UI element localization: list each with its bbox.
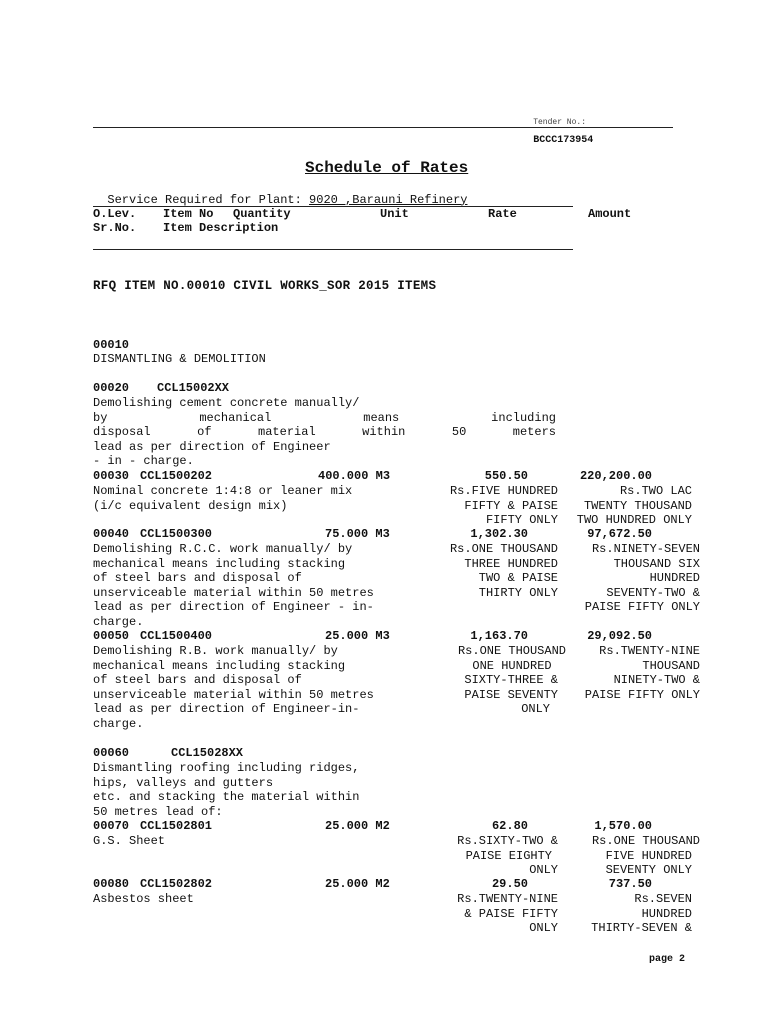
words-line: Rs.ONE THOUSAND: [591, 834, 700, 848]
words-line: Rs.ONE THOUSAND: [449, 542, 558, 556]
desc-line: (i/c equivalent design mix): [93, 498, 288, 513]
rate-in-words: [430, 644, 566, 717]
words-line: PAISE FIFTY ONLY: [584, 687, 700, 702]
item-description: Asbestos sheet: [93, 892, 194, 906]
item-quantity: 25.000 M2: [325, 877, 390, 891]
item-quantity: 400.000 M3: [318, 469, 391, 483]
item-number: 00030: [93, 469, 130, 483]
desc-line: of steel bars and disposal of: [93, 673, 302, 688]
item-quantity: 75.000 M3: [325, 527, 390, 541]
words-line: Rs.TWENTY-NINE: [599, 644, 700, 658]
header-rule-bottom: [93, 249, 573, 250]
desc-line: unserviceable material within 50 metres: [93, 585, 374, 600]
desc-line: lead as per direction of Engineer-in-: [93, 702, 360, 717]
item-code: CCL1500202: [140, 469, 213, 483]
words-line: THOUSAND SIX: [613, 556, 700, 571]
words-line: TWO & PAISE: [478, 571, 558, 586]
desc-line: etc. and stacking the material within: [93, 790, 360, 805]
plant-name: 9020 ,Barauni Refinery: [309, 192, 468, 207]
words-line: TWO HUNDRED ONLY: [576, 513, 692, 528]
item-code: CCL1502802: [140, 877, 213, 891]
header-quantity: Quantity: [233, 207, 291, 221]
desc-line: hips, valleys and gutters: [93, 775, 274, 790]
item-description: [93, 761, 359, 819]
page-title: Schedule of Rates: [305, 159, 469, 177]
item-rate: 1,163.70: [470, 629, 528, 643]
header-item-no: Item No: [163, 207, 214, 221]
item-rate: 550.50: [484, 469, 528, 483]
amount-in-words: [560, 892, 692, 936]
item-rate: 62.80: [491, 819, 528, 833]
item-code: CCL1502801: [140, 819, 213, 833]
header-rate: Rate: [488, 207, 517, 221]
item-code: CCL1500300: [140, 527, 213, 541]
desc-line: Demolishing R.C.C. work manually/ by: [93, 542, 353, 556]
item-description: DISMANTLING & DEMOLITION: [93, 352, 266, 366]
tender-value: BCCC173954: [533, 135, 594, 146]
amount-in-words: [560, 644, 700, 702]
words-line: PAISE EIGHTY: [465, 848, 552, 863]
rate-in-words: [430, 892, 558, 936]
words-line: Rs.FIVE HUNDRED: [449, 484, 558, 498]
tender-label: Tender No.:: [533, 118, 587, 127]
item-amount: 29,092.50: [587, 629, 652, 643]
item-description: [93, 396, 556, 469]
words-line: FIVE HUNDRED: [605, 848, 692, 863]
words-line: HUNDRED: [641, 906, 692, 921]
words-line: Rs.TWO LAC: [619, 484, 692, 498]
words-line: THIRTY-SEVEN &: [591, 921, 692, 936]
desc-line: disposal of material within 50 meters: [93, 425, 556, 440]
item-amount: 1,570.00: [594, 819, 652, 833]
header-item-description: Item Description: [163, 221, 279, 235]
words-line: ONLY: [521, 702, 550, 717]
words-line: & PAISE FIFTY: [464, 906, 558, 921]
desc-line: by mechanical means including: [93, 410, 556, 425]
desc-line: lead as per direction of Engineer: [93, 439, 331, 454]
item-rate: 1,302.30: [470, 527, 528, 541]
header-olev: O.Lev.: [93, 207, 137, 221]
amount-in-words: [560, 484, 692, 528]
page-number: page 2: [649, 954, 686, 965]
amount-in-words: [560, 834, 700, 878]
item-quantity: 25.000 M2: [325, 819, 390, 833]
desc-line: Demolishing cement concrete manually/: [93, 396, 360, 410]
header-amount: Amount: [588, 207, 632, 221]
words-line: Rs.SEVEN: [634, 892, 692, 906]
header-unit: Unit: [380, 207, 409, 221]
words-line: HUNDRED: [649, 571, 700, 586]
rate-in-words: [430, 484, 558, 528]
words-line: NINETY-TWO &: [613, 673, 700, 688]
words-line: Rs.SIXTY-TWO &: [457, 834, 558, 848]
item-code: CCL1500400: [140, 629, 213, 643]
rate-in-words: [430, 542, 558, 600]
rfq-heading: RFQ ITEM NO.00010 CIVIL WORKS_SOR 2015 ITEMS: [93, 279, 437, 293]
item-amount: 97,672.50: [587, 527, 652, 541]
item-amount: 737.50: [608, 877, 652, 891]
item-description: [93, 542, 374, 630]
desc-line: mechanical means including stacking: [93, 556, 346, 571]
item-number: 00050: [93, 629, 130, 643]
words-line: THIRTY ONLY: [478, 585, 558, 600]
header-srno: Sr.No.: [93, 221, 137, 235]
desc-line: unserviceable material within 50 metres: [93, 687, 374, 702]
words-line: THOUSAND: [642, 658, 700, 673]
words-line: THREE HUNDRED: [464, 556, 558, 571]
item-number: 00070: [93, 819, 130, 833]
desc-line: Dismantling roofing including ridges,: [93, 761, 360, 775]
top-rule: [93, 127, 673, 128]
service-prefix: Service Required for Plant:: [107, 192, 302, 207]
tender-number: [514, 93, 593, 147]
words-line: Rs.TWENTY-NINE: [457, 892, 558, 906]
desc-line: - in - charge.: [93, 454, 194, 469]
desc-line: Demolishing R.B. work manually/ by: [93, 644, 338, 658]
item-number: 00020: [93, 381, 130, 395]
words-line: SEVENTY ONLY: [605, 863, 692, 878]
item-amount: 220,200.00: [579, 469, 652, 483]
item-number: 00080: [93, 877, 130, 891]
item-description: G.S. Sheet: [93, 834, 166, 848]
item-description: [93, 644, 374, 732]
item-number: 00010: [93, 338, 130, 352]
amount-in-words: [560, 542, 700, 615]
item-number: 00040: [93, 527, 130, 541]
words-line: TWENTY THOUSAND: [583, 498, 692, 513]
desc-line: of steel bars and disposal of: [93, 571, 302, 586]
words-line: SEVENTY-TWO &: [606, 585, 700, 600]
words-line: FIFTY & PAISE: [464, 498, 558, 513]
words-line: PAISE SEVENTY: [464, 687, 558, 702]
words-line: Rs.ONE THOUSAND: [457, 644, 566, 658]
desc-line: charge.: [93, 716, 144, 731]
desc-line: Nominal concrete 1:4:8 or leaner mix: [93, 484, 353, 498]
words-line: ONE HUNDRED: [472, 658, 552, 673]
desc-line: lead as per direction of Engineer - in-: [93, 600, 374, 615]
service-line: [93, 178, 467, 207]
desc-line: 50 metres lead of:: [93, 804, 223, 819]
item-number: 00060: [93, 746, 130, 760]
item-rate: 29.50: [491, 877, 528, 891]
words-line: SIXTY-THREE &: [464, 673, 558, 688]
item-quantity: 25.000 M3: [325, 629, 390, 643]
desc-line: mechanical means including stacking: [93, 658, 346, 673]
item-code: CCL15028XX: [171, 746, 244, 760]
words-line: ONLY: [529, 863, 558, 878]
item-description: [93, 484, 352, 513]
words-line: PAISE FIFTY ONLY: [584, 600, 700, 615]
rate-in-words: [430, 834, 558, 878]
words-line: ONLY: [529, 921, 558, 936]
desc-line: charge.: [93, 614, 144, 629]
words-line: Rs.NINETY-SEVEN: [591, 542, 700, 556]
words-line: FIFTY ONLY: [485, 513, 558, 528]
item-code: CCL15002XX: [157, 381, 230, 395]
